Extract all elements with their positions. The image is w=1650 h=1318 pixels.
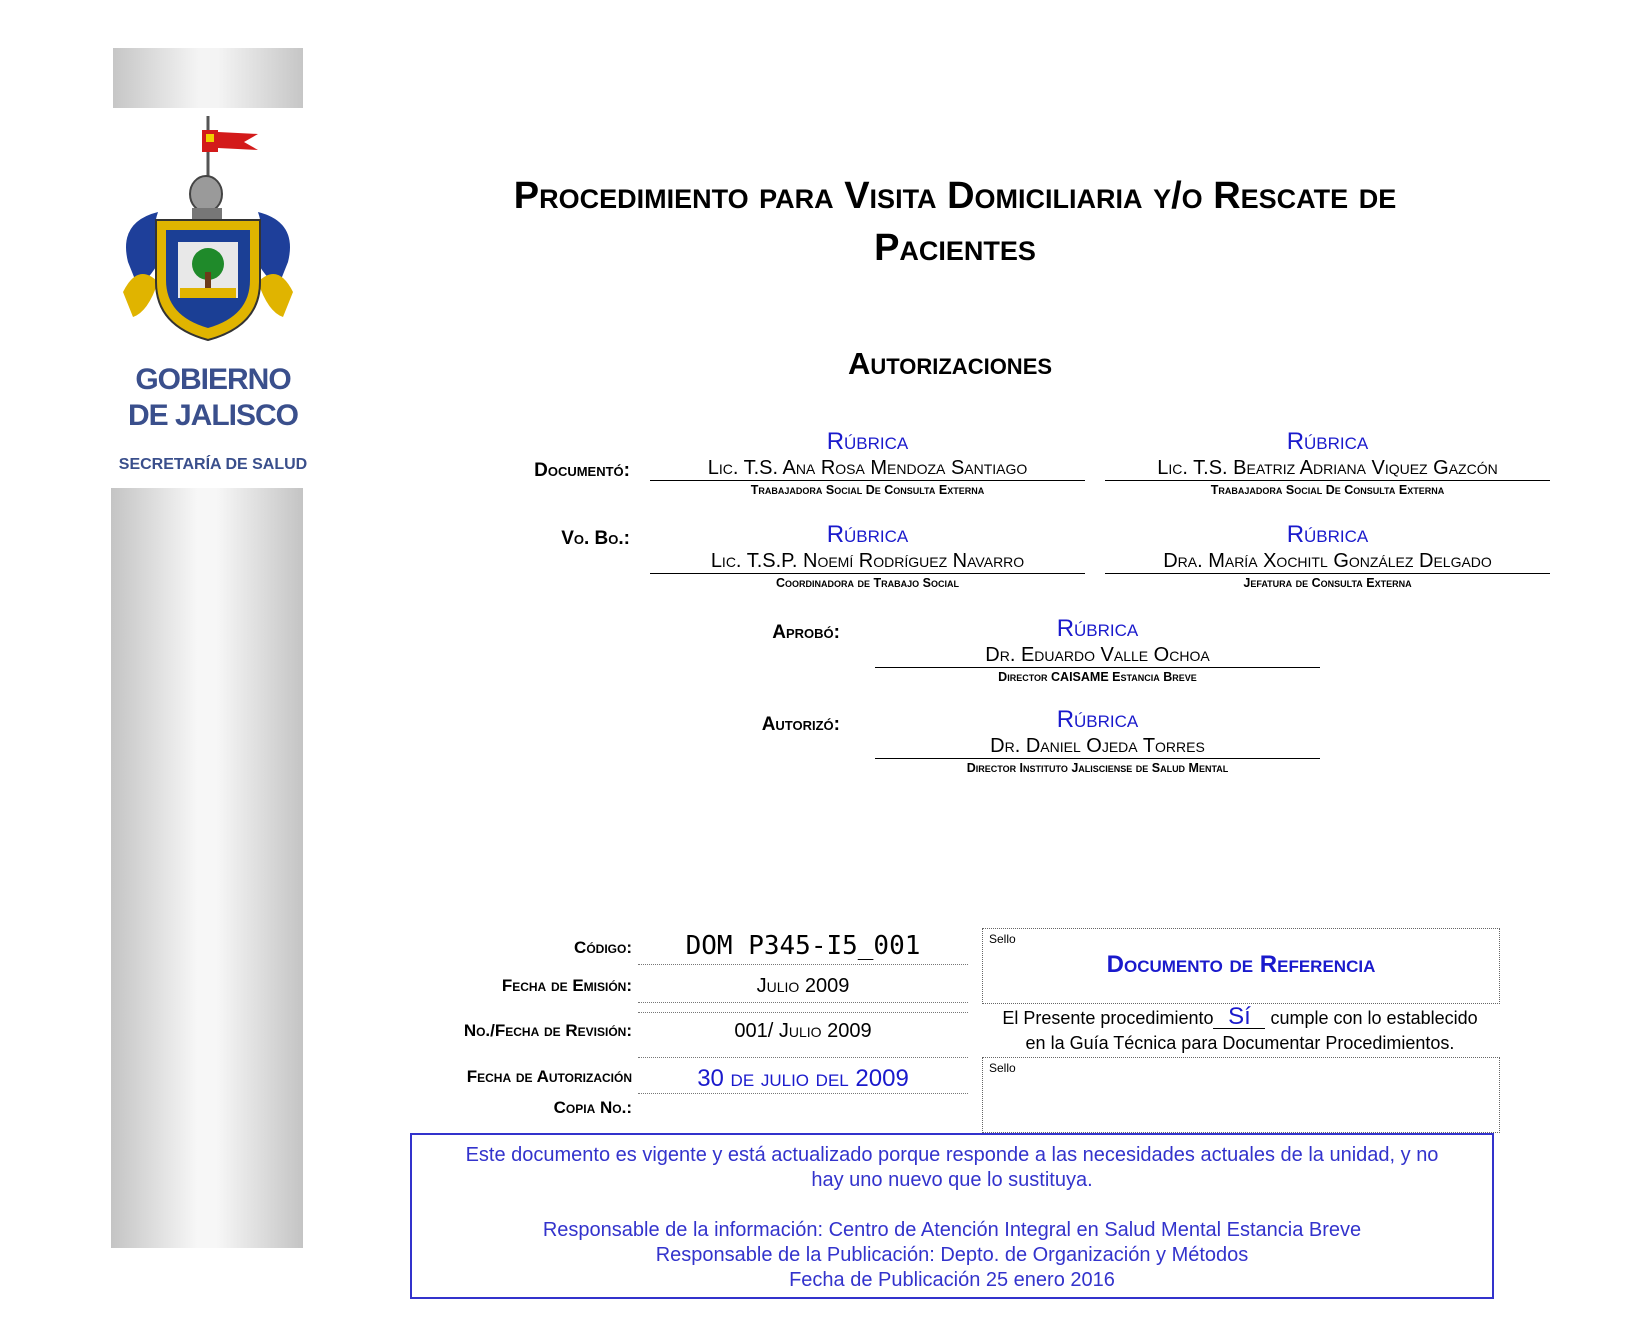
- autorizacion-label: Fecha de Autorización: [466, 1067, 632, 1086]
- notice-line-5: Fecha de Publicación 25 enero 2016: [789, 1269, 1115, 1291]
- signature-autorizo: [875, 706, 1320, 777]
- copia-value: [638, 1096, 968, 1122]
- autorizacion-value: 30 de julio del 2009: [638, 1063, 968, 1094]
- documento-label: Documentó:: [534, 460, 630, 481]
- revision-value: 001/ Julio 2009: [638, 1012, 968, 1058]
- sello-label: Sello: [989, 932, 1016, 946]
- signer-name: Dra. María Xochitl González Delgado: [1105, 549, 1550, 574]
- signer-name: Lic. T.S.P. Noemí Rodríguez Navarro: [650, 549, 1085, 574]
- statement-prefix: El Presente procedimiento: [1002, 1008, 1214, 1028]
- banner-top-bar: [113, 48, 303, 108]
- rubrica-text: Rúbrica: [826, 428, 909, 455]
- copia-label: Copia No.:: [553, 1098, 632, 1117]
- emision-value: Julio 2009: [638, 970, 968, 1003]
- signer-role: Director Instituto Jalisciense de Salud Mental: [966, 761, 1229, 775]
- reference-title: Documento de Referencia: [1106, 951, 1376, 978]
- signer-name: Lic. T.S. Ana Rosa Mendoza Santiago: [650, 456, 1085, 481]
- title-line-2: Pacientes: [874, 227, 1036, 269]
- statement-line-1: [982, 1003, 1498, 1031]
- signer-role: Trabajadora Social De Consulta Externa: [1210, 483, 1445, 497]
- gov-line-2: DE JALISCO: [127, 399, 299, 432]
- document-title: [400, 170, 1510, 274]
- secretaria-salud-label: SECRETARÍA DE SALUD: [118, 456, 308, 473]
- sello-label-2: Sello: [989, 1061, 1016, 1075]
- signer-name: Lic. T.S. Beatriz Adriana Viquez Gazcón: [1105, 456, 1550, 481]
- reference-box: [982, 928, 1500, 1004]
- notice-line-1: Este documento es vigente y está actualizado porque responde a las necesidades actuales de la unidad, y no: [465, 1144, 1439, 1166]
- rubrica-text: Rúbrica: [1286, 428, 1369, 455]
- signature-aprobo: [875, 615, 1320, 686]
- aprobo-label: Aprobó:: [772, 622, 840, 643]
- statement-suffix: cumple con lo establecido: [1270, 1008, 1478, 1028]
- section-title: Autorizaciones: [847, 346, 1053, 381]
- validity-notice: [410, 1133, 1494, 1299]
- signer-name: Dr. Daniel Ojeda Torres: [875, 734, 1320, 759]
- rubrica-text: Rúbrica: [1056, 615, 1139, 642]
- signature-vobo-1: [650, 521, 1085, 592]
- notice-line-3: Responsable de la información: Centro de Atención Integral en Salud Mental Estancia Breve: [542, 1219, 1362, 1241]
- notice-line-4: Responsable de la Publicación: Depto. de Organización y Métodos: [655, 1244, 1249, 1266]
- gobierno-jalisco-heading: [108, 362, 318, 434]
- signature-documento-2: [1105, 428, 1550, 499]
- revision-label: No./Fecha de Revisión:: [463, 1021, 632, 1040]
- title-line-1: Procedimiento para Visita Domiciliaria y/o Rescate de: [513, 175, 1397, 217]
- signer-name: Dr. Eduardo Valle Ochoa: [875, 643, 1320, 668]
- signature-documento-1: [650, 428, 1085, 499]
- reference-statement: [982, 1003, 1498, 1056]
- autorizo-label: Autorizó:: [761, 714, 840, 735]
- signer-role: Director CAISAME Estancia Breve: [998, 670, 1197, 684]
- sello-box: [982, 1057, 1500, 1133]
- emision-label: Fecha de Emisión:: [501, 976, 632, 995]
- jalisco-coat-of-arms-logo: [118, 112, 298, 352]
- notice-line-2: hay uno nuevo que lo sustituya.: [811, 1169, 1093, 1191]
- vobo-label: Vo. Bo.:: [561, 528, 630, 549]
- codigo-value: DOM P345-I5_001: [638, 928, 968, 965]
- banner-main-bar: [111, 488, 303, 1248]
- notice-spacer: [412, 1193, 1492, 1218]
- rubrica-text: Rúbrica: [1286, 521, 1369, 548]
- codigo-label: Código:: [574, 938, 632, 957]
- signer-role: Jefatura de Consulta Externa: [1243, 576, 1412, 590]
- gov-line-1: GOBIERNO: [135, 363, 291, 396]
- statement-line-2: en la Guía Técnica para Documentar Procedimientos.: [1025, 1033, 1455, 1053]
- rubrica-text: Rúbrica: [826, 521, 909, 548]
- rubrica-text: Rúbrica: [1056, 706, 1139, 733]
- statement-answer: Sí: [1213, 1006, 1265, 1029]
- signature-vobo-2: [1105, 521, 1550, 592]
- signer-role: Coordinadora de Trabajo Social: [776, 576, 959, 590]
- signer-role: Trabajadora Social De Consulta Externa: [750, 483, 985, 497]
